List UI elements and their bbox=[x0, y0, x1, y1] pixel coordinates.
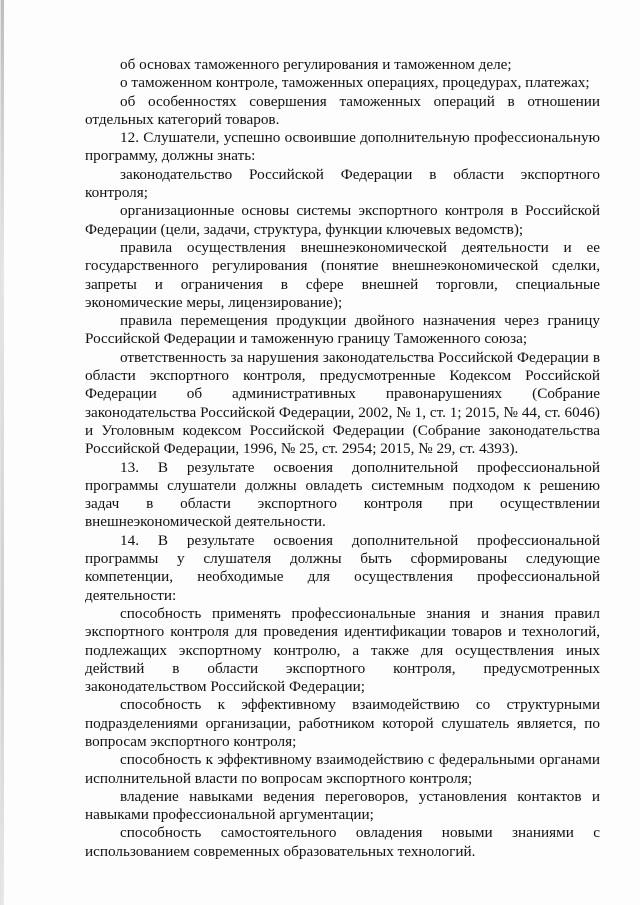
paragraph-competence-self-learning: способность самостоятельного овладения новыми знаниями с использованием современных образовательных технологий. bbox=[85, 824, 600, 860]
paragraph-organizational-basics: организационные основы системы экспортного контроля в Российской Федерации (цели, задачи, структура, функции ключевых ведомств); bbox=[85, 202, 600, 238]
paragraph-customs-basics: об основах таможенного регулирования и таможенном деле; bbox=[120, 56, 512, 73]
paragraph-foreign-trade-rules: правила осуществления внешнеэкономической деятельности и ее государственного регулирования (понятие внешнеэкономической сделки, запреты и ограничения в сфере внешней торговли, специальные экономические меры, лицензирование); bbox=[85, 238, 600, 311]
paragraph-competence-internal: способность к эффективному взаимодействию со структурными подразделениями организации, работником которой слушатель является, по вопросам экспортного контроля; bbox=[85, 696, 600, 750]
paragraph-customs-features: об особенностях совершения таможенных операций в отношении отдельных категорий товаров. bbox=[85, 92, 600, 128]
paragraph-dual-use-rules: правила перемещения продукции двойного назначения через границу Российской Федерации и таможенную границу Таможенного союза; bbox=[85, 312, 600, 348]
paragraph-item-12: 12. Слушатели, успешно освоившие дополнительную профессиональную программу, должны знать: bbox=[85, 129, 600, 165]
scan-edge bbox=[1, 0, 4, 905]
paragraph-customs-control: о таможенном контроле, таможенных операциях, процедурах, платежах; bbox=[120, 74, 590, 92]
paragraph-liability: ответственность за нарушения законодательства Российской Федерации в области экспортного контроля, предусмотренные Кодексом Российской Федерации об административных правонарушениях (Собрание законодательства Российской Федерации, 2002, № 1, ст. 1; 2015, № 44, ст. 6046) и Уголовным кодексом Российской Федерации (Собрание законодательства Российской Федерации, 1996, № 25, ст. 2954; 2015, № 29, ст. 4393). bbox=[85, 348, 600, 458]
paragraph-competence-federal: способность к эффективному взаимодействию с федеральными органами исполнительной власти по вопросам экспортного контроля; bbox=[85, 751, 600, 787]
paragraph-competence-identification: способность применять профессиональные знания и знания правил экспортного контроля для проведения идентификации товаров и технологий, подлежащих экспортному контролю, а также для осуществления иных действий в области экспортного контроля, предусмотренных законодательством Российской Федерации; bbox=[85, 604, 600, 696]
paragraph-competence-negotiation: владение навыками ведения переговоров, установления контактов и навыками профессиональной аргументации; bbox=[85, 787, 600, 824]
paragraph-legislation: законодательство Российской Федерации в области экспортного контроля; bbox=[85, 165, 600, 202]
body-text bbox=[85, 56, 600, 861]
paragraph-item-14: 14. В результате освоения дополнительной профессиональной программы у слушателя должны быть сформированы следующие компетенции, необходимые для осуществления профессиональной деятельности: bbox=[85, 531, 600, 604]
paragraph-item-13: 13. В результате освоения дополнительной профессиональной программы слушатели должны овладеть системным подходом к решению задач в области экспортного контроля при осуществлении внешнеэкономической деятельности. bbox=[85, 458, 600, 531]
